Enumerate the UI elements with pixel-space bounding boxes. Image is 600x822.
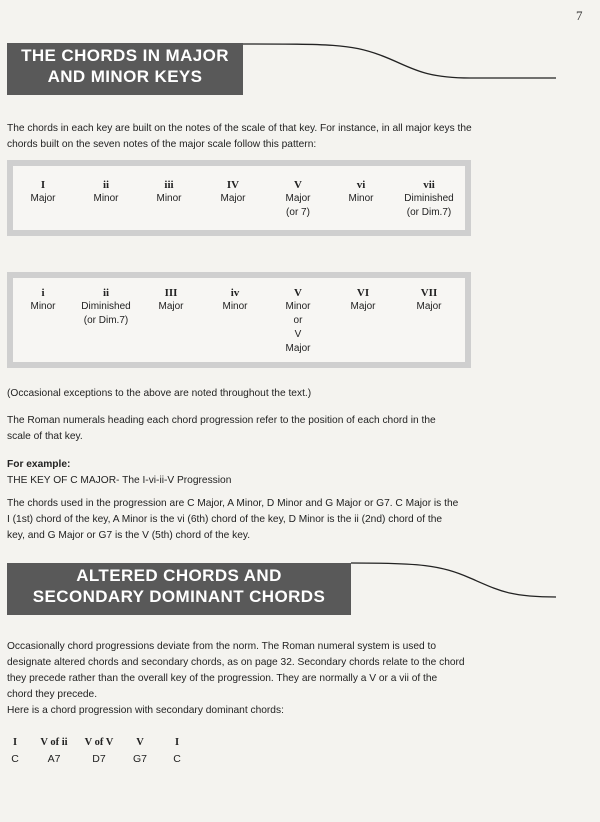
chord-quality: Major xyxy=(158,301,184,312)
chord-quality: (or Dim.7) xyxy=(406,207,452,218)
major-chord-table xyxy=(7,160,471,236)
chord-quality: Minor xyxy=(156,193,182,204)
roman-numeral: iii xyxy=(164,179,174,191)
roman-numeral: ii xyxy=(102,287,110,299)
major-chord-cell xyxy=(13,178,73,206)
major-chord-cell xyxy=(139,178,199,206)
progression-step xyxy=(157,734,197,768)
chord-quality: Minor xyxy=(30,301,56,312)
heading-line: SECONDARY DOMINANT CHORDS xyxy=(32,587,326,606)
page-number: 7 xyxy=(576,8,583,23)
chord-quality: Minor xyxy=(222,301,248,312)
chord-name: C xyxy=(173,753,181,765)
chord-quality: V xyxy=(294,329,302,340)
intro-paragraph xyxy=(7,121,479,153)
example-label: For example: xyxy=(7,459,71,470)
roman-numeral: V xyxy=(294,179,302,191)
minor-chord-cell xyxy=(13,286,73,314)
major-chord-cell xyxy=(203,178,263,206)
chord-quality: Major xyxy=(285,193,311,204)
minor-chord-cell xyxy=(399,286,459,314)
major-chord-cell xyxy=(399,178,459,220)
heading-line: THE CHORDS IN MAJOR xyxy=(21,46,229,65)
text-line: scale of that key. xyxy=(7,431,83,442)
minor-chord-cell xyxy=(205,286,265,314)
text-line: key, and G Major or G7 is the V (5th) chord of the key. xyxy=(7,530,251,541)
chord-quality: Diminished xyxy=(404,193,454,204)
text-line: chord they precede. xyxy=(7,689,98,700)
roman-numeral: VII xyxy=(420,287,438,299)
major-chord-cell xyxy=(76,178,136,206)
major-chord-cell xyxy=(268,178,328,220)
text-line: Occasionally chord progressions deviate from the norm. The Roman numeral system is used to xyxy=(7,641,437,652)
progression-step xyxy=(34,734,74,768)
example-block xyxy=(7,457,479,489)
example-title: THE KEY OF C MAJOR- The I-vi-ii-V Progression xyxy=(7,475,232,486)
numerals-paragraph xyxy=(7,413,479,445)
roman-numeral: i xyxy=(41,287,45,299)
text-line: Here is a chord progression with secondary dominant chords: xyxy=(7,705,284,716)
chord-quality: (or 7) xyxy=(286,207,310,218)
example-paragraph xyxy=(7,496,479,544)
text-line: (Occasional exceptions to the above are noted throughout the text.) xyxy=(7,388,312,399)
text-line: chords built on the seven notes of the major scale follow this pattern: xyxy=(7,139,317,150)
chord-quality: Diminished xyxy=(81,301,131,312)
roman-numeral: III xyxy=(164,287,178,299)
chord-quality: Major xyxy=(220,193,246,204)
major-chord-cell xyxy=(331,178,391,206)
chord-quality: or xyxy=(293,315,303,326)
section-heading-chords-in-keys xyxy=(7,43,243,95)
progression-step xyxy=(79,734,119,768)
roman-numeral: IV xyxy=(226,179,240,191)
progression-step xyxy=(120,734,160,768)
heading-line: ALTERED CHORDS AND xyxy=(76,566,282,585)
chord-quality: Major xyxy=(350,301,376,312)
exceptions-note xyxy=(7,386,479,402)
text-line: The Roman numerals heading each chord progression refer to the position of each chord in the xyxy=(7,415,436,426)
roman-numeral: I xyxy=(174,737,180,748)
roman-numeral: V of V xyxy=(84,737,114,748)
chord-quality: Minor xyxy=(285,301,311,312)
section-heading-altered-chords xyxy=(7,563,351,615)
text-line: The chords in each key are built on the notes of the scale of that key. For instance, in all major keys the xyxy=(7,123,472,134)
minor-chord-cell xyxy=(268,286,328,356)
text-line: The chords used in the progression are C Major, A Minor, D Minor and G Major or G7. C Major is the xyxy=(7,498,459,509)
chord-quality: Major xyxy=(30,193,56,204)
roman-numeral: I xyxy=(12,737,18,748)
chord-quality: Minor xyxy=(348,193,374,204)
text-line: designate altered chords and secondary chords, as on page 32. Secondary chords relate to the chord xyxy=(7,657,465,668)
roman-numeral: iv xyxy=(230,287,240,299)
roman-numeral: VI xyxy=(356,287,370,299)
chord-name: D7 xyxy=(92,753,106,765)
roman-numeral: V of ii xyxy=(40,737,68,748)
chord-name: A7 xyxy=(47,753,61,765)
heading-line: AND MINOR KEYS xyxy=(47,67,203,86)
roman-numeral: V xyxy=(294,287,302,299)
text-line: I (1st) chord of the key, A Minor is the vi (6th) chord of the key, D Minor is the ii (2nd) chord of the xyxy=(7,514,443,525)
chord-quality: Minor xyxy=(93,193,119,204)
roman-numeral: vii xyxy=(423,179,435,191)
chord-name: C xyxy=(11,753,19,765)
chord-quality: Major xyxy=(285,343,311,354)
text-line: they precede rather than the overall key of the progression. They are normally a V or a vii of the xyxy=(7,673,438,684)
roman-numeral: I xyxy=(40,179,46,191)
chord-quality: Major xyxy=(416,301,442,312)
progression-step xyxy=(0,734,35,768)
roman-numeral: vi xyxy=(356,179,366,191)
chord-name: G7 xyxy=(132,753,147,765)
minor-chord-cell xyxy=(141,286,201,314)
roman-numeral: ii xyxy=(102,179,110,191)
minor-chord-cell xyxy=(333,286,393,314)
roman-numeral: V xyxy=(136,737,144,748)
chord-quality: (or Dim.7) xyxy=(83,315,129,326)
minor-chord-table xyxy=(7,272,471,368)
minor-chord-cell xyxy=(76,286,136,328)
altered-chords-paragraph xyxy=(7,639,479,719)
